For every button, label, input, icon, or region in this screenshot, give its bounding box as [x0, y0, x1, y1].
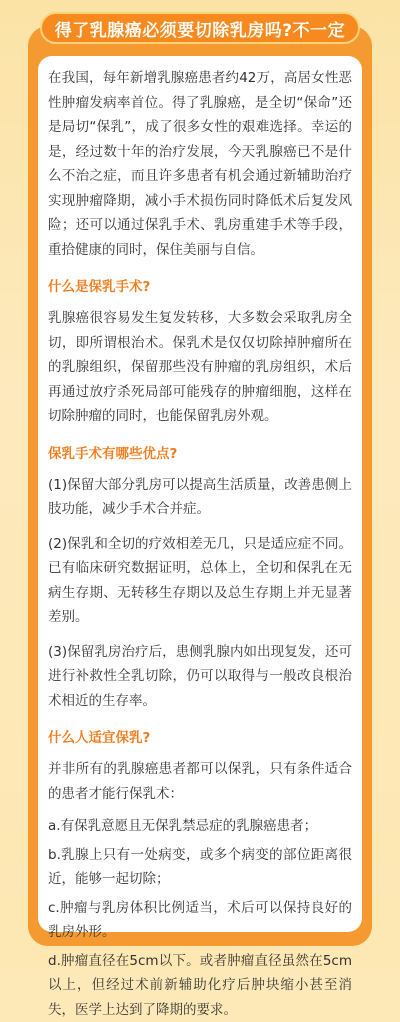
section-paragraph: 并非所有的乳腺癌患者都可以保乳，只有条件适合的患者才能行保乳术：	[48, 757, 352, 806]
section-heading-advantages: 保乳手术有哪些优点?	[48, 443, 352, 465]
criteria-item: c.肿瘤与乳房体积比例适当，术后可以保持良好的乳房外形。	[48, 896, 352, 945]
intro-paragraph: 在我国，每年新增乳腺癌患者约42万，高居女性恶性肿瘤发病率首位。得了乳腺癌，是全切“保命”还是局切“保乳”，成了很多女性的艰难选择。幸运的是，经过数十年的治疗发展，今天乳腺癌已不是什么不治之症，而且许多患者有机会通过新辅助治疗实现肿瘤降期，减小手术损伤同时降低术后复发风险；还可以通过保乳手术、乳房重建手术等手段，重拾健康的同时，保住美丽与自信。	[48, 66, 352, 262]
article-title: 得了乳腺癌必须要切除乳房吗?不一定	[40, 12, 360, 44]
criteria-item: d.肿瘤直径在5cm以下。或者肿瘤直径虽然在5cm以上，但经过术前新辅助化疗后肿块缩小甚至消失，医学上达到了降期的要求。	[48, 949, 352, 1022]
section-heading-suitable: 什么人适宜保乳?	[48, 727, 352, 749]
section-heading-what-is: 什么是保乳手术?	[48, 276, 352, 298]
article-card	[38, 56, 362, 932]
advantage-item: (1)保留大部分乳房可以提高生活质量，改善患侧上肢功能，减少手术合并症。	[48, 473, 352, 522]
criteria-item: a.有保乳意愿且无保乳禁忌症的乳腺癌患者；	[48, 814, 352, 839]
advantage-item: (3)保留乳房治疗后，患侧乳腺内如出现复发，还可进行补救性全乳切除，仍可以取得与一般改良根治术相近的生存率。	[48, 640, 352, 714]
criteria-item: b.乳腺上只有一处病变，或多个病变的部位距离很近，能够一起切除；	[48, 843, 352, 892]
advantage-item: (2)保乳和全切的疗效相差无几，只是适应症不同。已有临床研究数据证明，总体上，全切和保乳在无病生存期、无转移生存期以及总生存期上并无显著差别。	[48, 532, 352, 630]
section-paragraph: 乳腺癌很容易发生复发转移，大多数会采取乳房全切，即所谓根治术。保乳术是仅仅切除掉肿瘤所在的乳腺组织，保留那些没有肿瘤的乳房组织，术后再通过放疗杀死局部可能残存的肿瘤细胞，这样在切除肿瘤的同时，也能保留乳房外观。	[48, 306, 352, 429]
